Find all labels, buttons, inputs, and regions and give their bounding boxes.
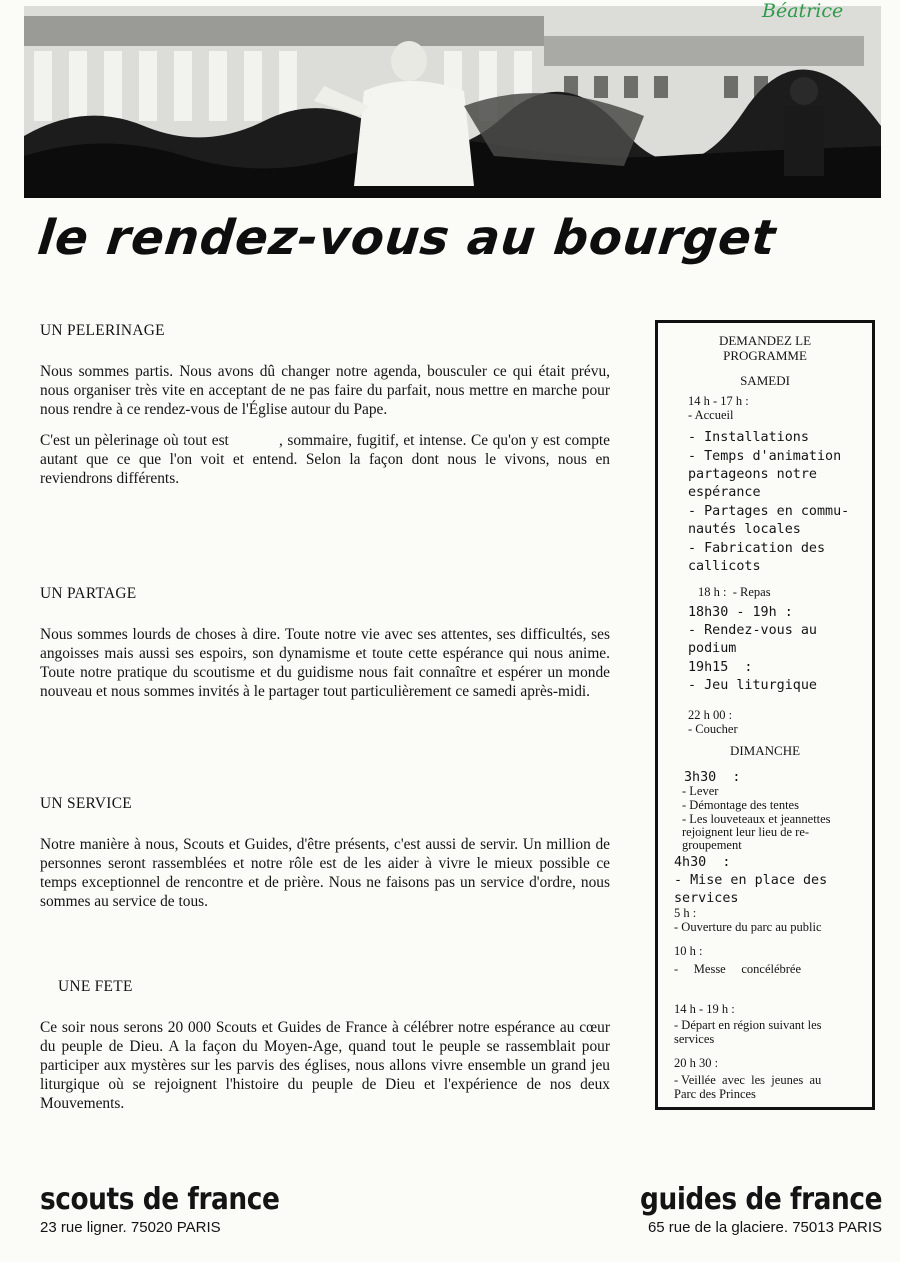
section-paragraph: Ce soir nous serons 20 000 Scouts et Guides de France à célébrer notre espérance au cœur du peuple de Dieu. A la façon du Moyen-Age, quand tout le peuple se rassemblait pour participer aux mystères sur les parvis des églises, nous allons vivre ensemble un grand jeu liturgique où se rejoignent l'histoire du peuple de Dieu et l'expérience de nos deux Mouvements.: [40, 1019, 610, 1112]
section-pelerinage: [40, 321, 614, 500]
section-service: [40, 794, 610, 923]
program-entry: 18h30 - 19h :: [688, 605, 793, 620]
program-entry: services: [674, 891, 739, 906]
program-entry: 19h15 :: [688, 660, 753, 675]
program-title-line1: DEMANDEZ LE: [718, 333, 812, 348]
scouts-address: 23 rue ligner. 75020 PARIS: [40, 1219, 221, 1236]
program-entry: 22 h 00 :: [688, 708, 733, 722]
program-entry: groupement: [682, 838, 742, 852]
program-entry: - Démontage des tentes: [682, 798, 799, 812]
program-entry: - Coucher: [688, 722, 738, 736]
program-entry: - Fabrication des: [688, 541, 826, 556]
program-title-line2: PROGRAMME: [723, 348, 807, 363]
program-entry: 3h30 :: [684, 770, 741, 785]
program-day-samedi: SAMEDI: [740, 373, 790, 388]
program-entry: nautés locales: [688, 522, 801, 537]
section-partage: [40, 584, 610, 713]
program-entry: 10 h :: [674, 944, 703, 958]
section-heading: UN PELERINAGE: [40, 322, 165, 339]
program-entry: Parc des Princes: [674, 1087, 756, 1101]
program-entry: services: [674, 1032, 715, 1046]
footer-guides: [607, 1182, 882, 1236]
program-entry: espérance: [688, 485, 761, 500]
section-heading: UN SERVICE: [40, 795, 132, 812]
program-entry: 4h30 :: [674, 855, 731, 870]
program-entry: - Lever: [682, 784, 719, 798]
section-heading: UNE FETE: [58, 978, 133, 995]
guides-brand-name: guides de france: [639, 1182, 882, 1217]
program-entry: rejoignent leur lieu de re-: [682, 825, 810, 839]
section-paragraph: C'est un pèlerinage où tout est , sommaire, fugitif, et intense. Ce qu'on y est compte autant que ce que l'on voit et entend. Selon la façon dont nous le vivons, nous en reviendrons différents.: [40, 432, 614, 487]
section-fete: [40, 977, 610, 1125]
scouts-brand-name: scouts de france: [40, 1182, 280, 1217]
program-entry: - Temps d'animation: [688, 449, 842, 464]
program-entry: - Messe concélébrée: [674, 962, 802, 976]
program-entry: - Départ en région suivant les: [674, 1018, 822, 1032]
guides-address: 65 rue de la glaciere. 75013 PARIS: [647, 1219, 882, 1236]
page-headline: le rendez-vous au bourget: [35, 210, 779, 266]
header-photo: [24, 6, 881, 198]
program-entry: podium: [688, 641, 737, 656]
program-entry: - Rendez-vous au: [688, 623, 817, 638]
program-day-dimanche: DIMANCHE: [729, 743, 801, 758]
program-entry: partageons notre: [688, 467, 817, 482]
section-paragraph: Nous sommes lourds de choses à dire. Toute notre vie avec ses attentes, ses difficultés, ses angoisses mais aussi ses espoirs, son dynamisme et toute cette espérance qui nous anime. Toute notre pratique du scoutisme et du guidisme nous fait connaître et espérer un monde nouveau et nous sommes invités à le partager tout particulièrement ce samedi après-midi.: [40, 626, 610, 700]
section-heading: UN PARTAGE: [40, 585, 137, 602]
program-entry: - Mise en place des: [674, 873, 828, 888]
crowd-photo-illustration: [24, 6, 881, 198]
section-paragraph: Notre manière à nous, Scouts et Guides, d'être présents, c'est aussi de servir. Un million de personnes seront rassemblées et notre rôle est de les aider à vivre le mieux possible ce temps exceptionnel de rencontre et de prière. Nous ne faisons pas un service d'ordre, nous sommes au service de tous.: [40, 836, 610, 910]
program-entry: callicots: [688, 559, 761, 574]
program-entry: 20 h 30 :: [674, 1056, 719, 1070]
handwritten-signature: Béatrice: [762, 0, 844, 22]
program-entry: 18 h : - Repas: [698, 585, 771, 599]
program-entry: 5 h :: [674, 906, 697, 920]
program-entry: - Les louveteaux et jeannettes: [682, 812, 831, 826]
program-entry: - Jeu liturgique: [688, 678, 817, 693]
program-entry: - Veillée avec les jeunes au: [674, 1073, 822, 1087]
program-entry: - Partages en commu-: [688, 504, 850, 519]
program-box: [655, 320, 875, 1110]
program-entry: 14 h - 17 h :: [688, 394, 749, 408]
program-entry: - Accueil: [688, 408, 734, 422]
program-entry: - Ouverture du parc au public: [674, 920, 822, 934]
footer-scouts: [40, 1182, 312, 1236]
program-entry: 14 h - 19 h :: [674, 1002, 735, 1016]
section-paragraph: Nous sommes partis. Nous avons dû changer notre agenda, bousculer ce qui était prévu, nous organiser très vite en acceptant de ne pas faire du parfait, nous mettre en marche pour nous rendre à ce rendez-vous de l'Église autour du Pape.: [40, 363, 610, 418]
program-entry: - Installations: [688, 430, 809, 445]
